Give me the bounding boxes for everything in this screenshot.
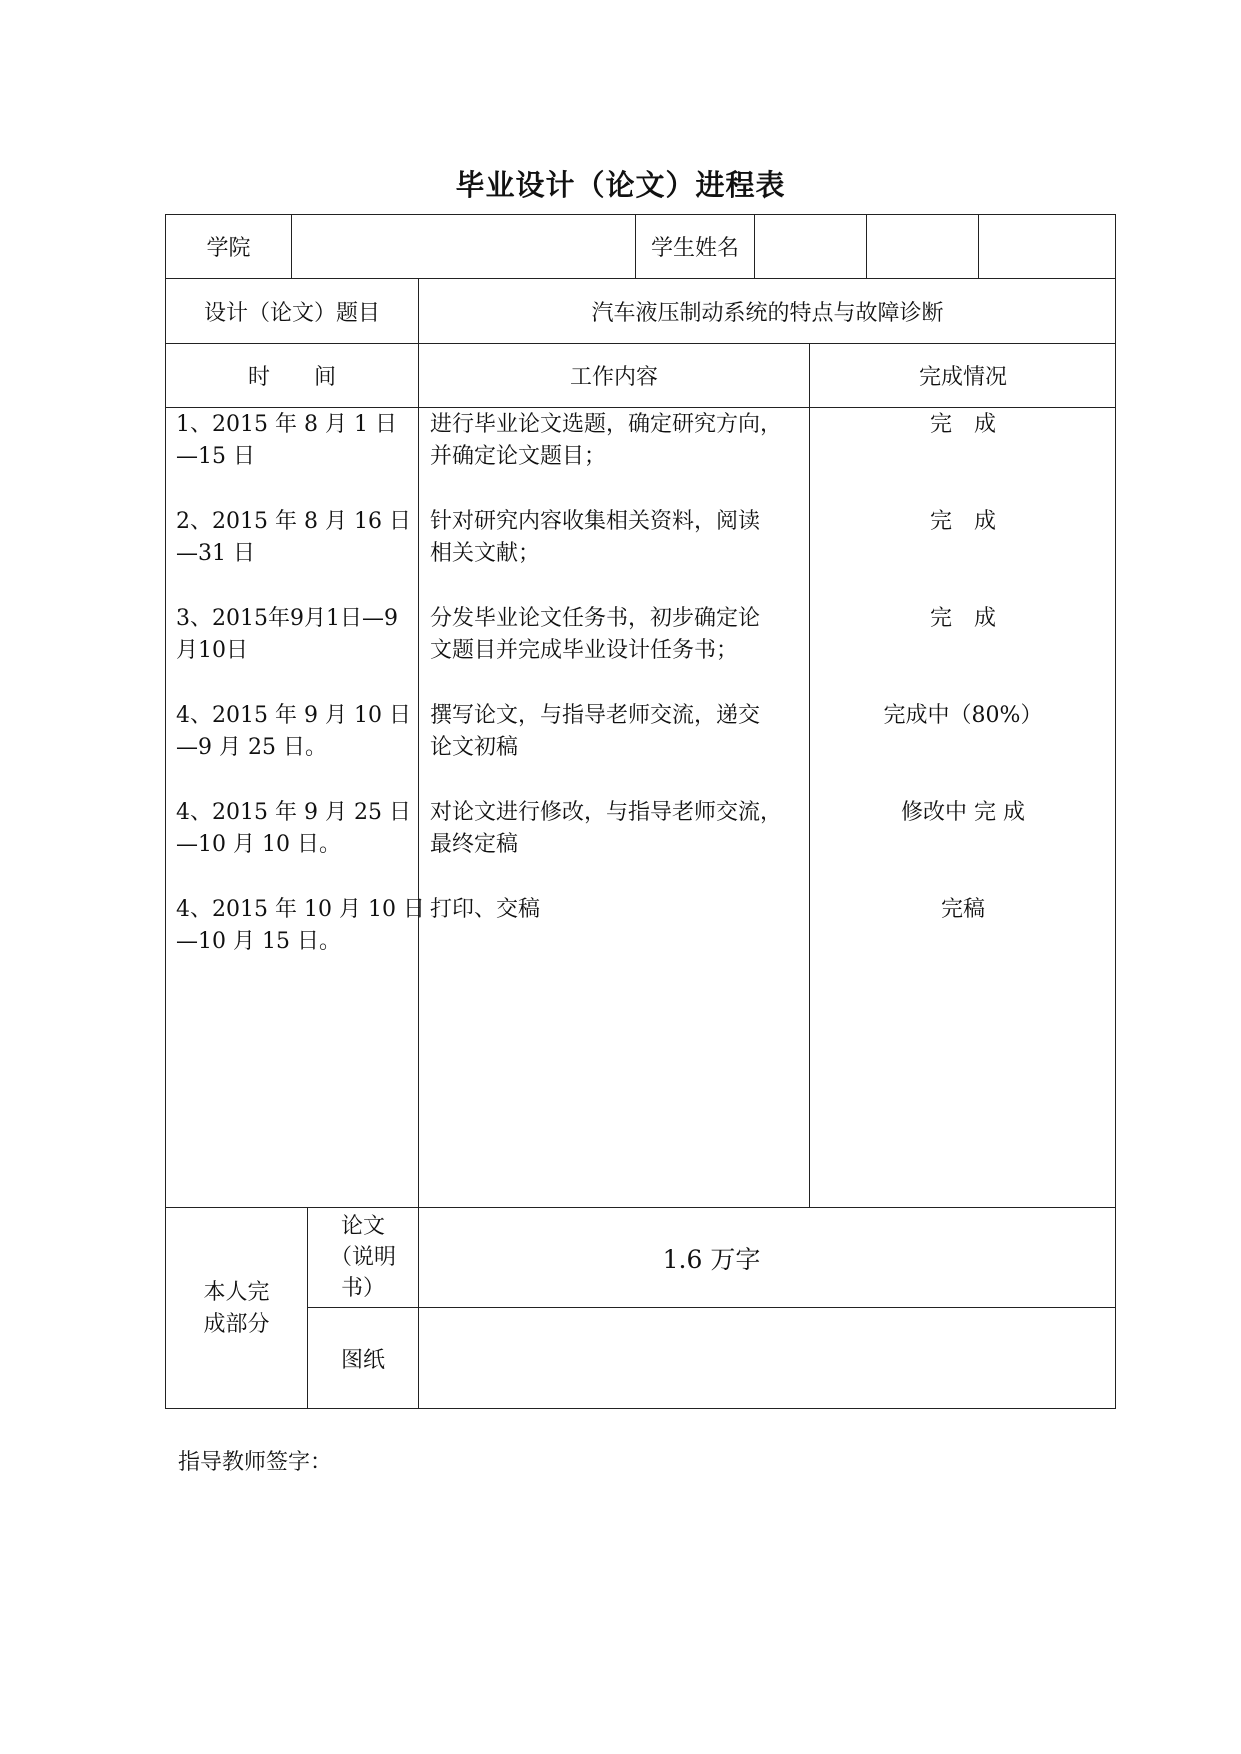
- schedule-time: 4、2015 年 9 月 10 日 —9 月 25 日。: [176, 703, 411, 760]
- header-content: 工作内容: [569, 365, 658, 390]
- topic-value: 汽车液压制动系统的特点与故障诊断: [591, 300, 944, 326]
- self-part-label: 本人完 成部分: [203, 1279, 270, 1337]
- schedule-status: 完成中（80%）: [883, 703, 1043, 728]
- drawing-value[interactable]: [419, 1308, 1116, 1408]
- progress-table: [165, 214, 1116, 1409]
- student-name-label: 学生姓名: [650, 236, 739, 261]
- schedule-status: 完 成: [929, 606, 996, 631]
- drawing-label: 图纸: [340, 1347, 385, 1373]
- col-divider: [809, 343, 810, 1207]
- schedule-time: 4、2015 年 10 月 10 日 —10 月 15 日。: [176, 897, 425, 954]
- schedule-content: 针对研究内容收集相关资料，阅读 相关文献；: [430, 509, 761, 566]
- thesis-label: 论文 （说明 书）: [329, 1214, 396, 1301]
- schedule-content: 分发毕业论文任务书，初步确定论 文题目并完成毕业设计任务书；: [430, 606, 761, 663]
- schedule-time: 2、2015 年 8 月 16 日 —31 日: [176, 509, 411, 566]
- college-label: 学院: [206, 236, 251, 261]
- schedule-time: 3、2015年9月1日—9 月10日: [176, 606, 398, 663]
- thesis-value: 1.6 万字: [662, 1244, 761, 1274]
- schedule-content: 进行毕业论文选题，确定研究方向， 并确定论文题目；: [430, 412, 783, 469]
- student-name-field[interactable]: [755, 215, 866, 278]
- schedule-time: 4、2015 年 9 月 25 日 —10 月 10 日。: [176, 800, 411, 857]
- schedule-status: 完 成: [929, 509, 996, 534]
- supervisor-signature-label: 指导教师签字：: [178, 1450, 333, 1475]
- row-divider: [166, 407, 1115, 408]
- college-value[interactable]: [292, 215, 635, 278]
- page-title: 毕业设计（论文）进程表: [455, 168, 786, 202]
- schedule-status: 完 成: [929, 412, 996, 437]
- schedule-status: 修改中 完 成: [901, 800, 1025, 825]
- header-status: 完成情况: [918, 365, 1007, 390]
- topic-label: 设计（论文）题目: [203, 300, 380, 326]
- schedule-time: 1、2015 年 8 月 1 日 —15 日: [176, 412, 397, 469]
- student-name-field[interactable]: [867, 215, 978, 278]
- schedule-content: 撰写论文，与指导老师交流，递交 论文初稿: [430, 703, 761, 760]
- schedule-status: 完稿: [940, 897, 985, 922]
- header-time: 时 间: [247, 365, 336, 390]
- schedule-content: 对论文进行修改，与指导老师交流， 最终定稿: [430, 800, 783, 857]
- schedule-content: 打印、交稿: [430, 897, 541, 922]
- student-name-field[interactable]: [979, 215, 1116, 278]
